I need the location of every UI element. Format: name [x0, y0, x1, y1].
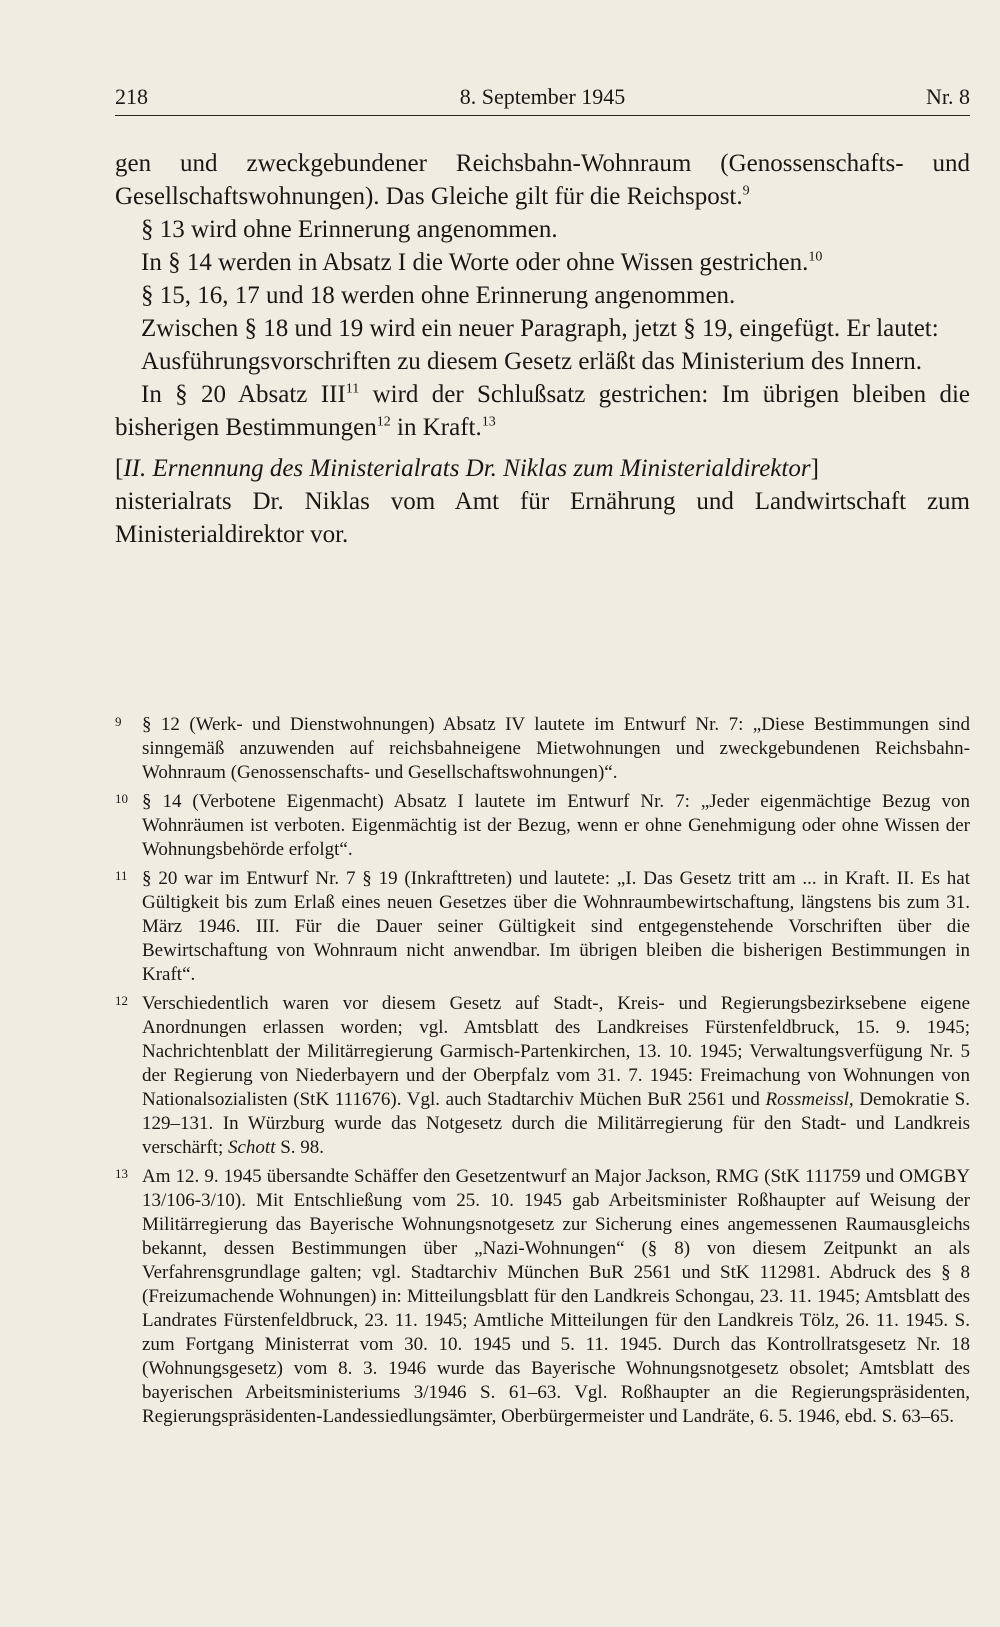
footnote-number: 13 — [115, 1166, 128, 1181]
footnote-text: § 12 (Werk- und Dienstwohnungen) Absatz IV lautete im Entwurf Nr. 7: „Diese Bestimmungen sind sinngemäß anzuwenden auf reichsbahneigene Mietwohnungen und zweckgebundenen Reichsbahn-Wohnraum (Genossenschafts- und Gesellschaftswohnungen)“. — [142, 714, 970, 783]
footnote-number: 12 — [115, 993, 128, 1008]
paragraph: Ausführungsvorschriften zu diesem Gesetz erläßt das Ministerium des Innern. — [141, 348, 923, 375]
footnote-number: 10 — [115, 791, 128, 806]
footnote-ref[interactable]: 10 — [808, 249, 823, 265]
footnote-number: 11 — [115, 868, 128, 883]
main-text — [115, 147, 970, 551]
document-number: Nr. 8 — [926, 84, 970, 109]
header-rule — [115, 115, 970, 116]
paragraph: In § 14 werden in Absatz I die Worte oder ohne Wissen gestrichen.$^{10}$ — [141, 249, 823, 276]
footnote — [115, 790, 970, 862]
page-number: 218 — [115, 84, 148, 109]
paragraph: § 15, 16, 17 und 18 werden ohne Erinnerung angenommen. — [141, 282, 736, 309]
footnote-text: Verschiedentlich waren vor diesem Gesetz auf Stadt-, Kreis- und Regierungsbezirksebene eigene Anordnungen erlassen worden; vgl. Amtsblatt des Landkreises Fürstenfeldbruck, 15. 9. 1945; Nachrichtenblatt der Militärregierung Garmisch-Partenkirchen, 13. 10. 1945; Verwaltungsverfügung Nr. 5 der Regierung von Niederbayern und der Oberpfalz vom 31. 7. 1945: Freimachung von Wohnungen von Nationalsozialisten (StK 111676). Vgl. auch Stadtarchiv Müchen BuR 2561 und Rossmeissl, Demokratie S. 129–131. In Würzburg wurde das Notgesetz durch die Militärregierung für den Stadt- und Landkreis verschärft; Schott S. 98. — [142, 993, 970, 1158]
footnote — [115, 992, 970, 1160]
footnote-ref[interactable]: 11 — [345, 381, 360, 397]
paragraph: Zwischen § 18 und 19 wird ein neuer Paragraph, jetzt § 19, eingefügt. Er lautet: — [141, 315, 939, 342]
footnotes — [115, 713, 970, 1434]
footnote — [115, 713, 970, 785]
footnote-text: § 14 (Verbotene Eigenmacht) Absatz I lautete im Entwurf Nr. 7: „Jeder eigenmächtige Bezug von Wohnräumen ist verboten. Eigenmächtig ist der Bezug, wenn er ohne Genehmigung oder ohne Wissen der Wohnungsbehörde erfolgt“. — [142, 791, 970, 860]
paragraph: § 13 wird ohne Erinnerung angenommen. — [141, 216, 558, 243]
page-header — [115, 81, 970, 113]
footnote — [115, 867, 970, 987]
footnote-text: § 20 war im Entwurf Nr. 7 § 19 (Inkrafttreten) und lautete: „I. Das Gesetz tritt am ... in Kraft. II. Es hat Gültigkeit bis zum Erlaß eines neuen Gesetzes über die Wohnraumbewirtschaftung, längstens bis zum 31. März 1946. III. Für die Dauer seiner Gültigkeit sind entgegenstehende Vorschriften über die Bewirtschaftung von Wohnraum nicht anwendbar. Im übrigen bleiben die bisherigen Bestimmungen in Kraft“. — [142, 868, 970, 985]
footnote-ref[interactable]: 13 — [481, 414, 496, 430]
paragraph: gen und zweckgebundener Reichsbahn-Wohnraum (Genossenschafts- und Gesellschaftswohnungen). Das Gleiche gilt für die Reichspost.$^9$ — [115, 150, 970, 210]
footnote-number: 9 — [115, 714, 122, 729]
paragraph: In § 20 Absatz III$^{11}$ wird der Schlußsatz gestrichen: Im übrigen bleiben die bisherigen Bestimmungen$^{12}$ in Kraft.$^{13}$ — [115, 381, 970, 441]
paragraph: nisterialrats Dr. Niklas vom Amt für Ernährung und Landwirtschaft zum Ministerialdirektor vor. — [115, 488, 970, 548]
footnote-ref[interactable]: 9 — [742, 183, 750, 199]
section-heading: [II. Ernennung des Ministerialrats Dr. Niklas zum Ministerialdirektor] — [115, 455, 819, 482]
footnote-text: Am 12. 9. 1945 übersandte Schäffer den Gesetzentwurf an Major Jackson, RMG (StK 111759 und OMGBY 13/106-3/10). Mit Entschließung vom 25. 10. 1945 gab Arbeitsminister Roßhaupter auf Weisung der Militärregierung das Bayerische Wohnungsnotgesetz zur Sicherung eines angemessenen Raumausgleichs bekannt, dessen Bestimmungen über „Nazi-Wohnungen“ (§ 8) von diesem Zeitpunkt an als Verfahrensgrundlage galten; vgl. Stadtarchiv München BuR 2561 und StK 112981. Abdruck des § 8 (Freizumachende Wohnungen) in: Mitteilungsblatt für den Landkreis Schongau, 23. 11. 1945; Amtsblatt des Landrates Fürstenfeldbruck, 23. 11. 1945; Amtliche Mitteilungen für den Landkreis Tölz, 26. 11. 1945. S. zum Fortgang Ministerrat vom 30. 10. 1945 und 5. 11. 1945. Durch das Kontrollratsgesetz Nr. 18 (Wohnungsgesetz) vom 8. 3. 1946 wurde das Bayerische Wohnungsnotgesetz obsolet; Amtsblatt des bayerischen Arbeitsministeriums 3/1946 S. 61–63. Vgl. Roßhaupter an die Regierungspräsidenten, Regierungspräsidenten-Landessiedlungsämter, Oberbürgermeister und Landräte, 6. 5. 1946, ebd. S. 63–65. — [142, 1166, 970, 1427]
footnote — [115, 1165, 970, 1429]
header-date: 8. September 1945 — [459, 84, 626, 109]
footnote-ref[interactable]: 12 — [376, 414, 391, 430]
